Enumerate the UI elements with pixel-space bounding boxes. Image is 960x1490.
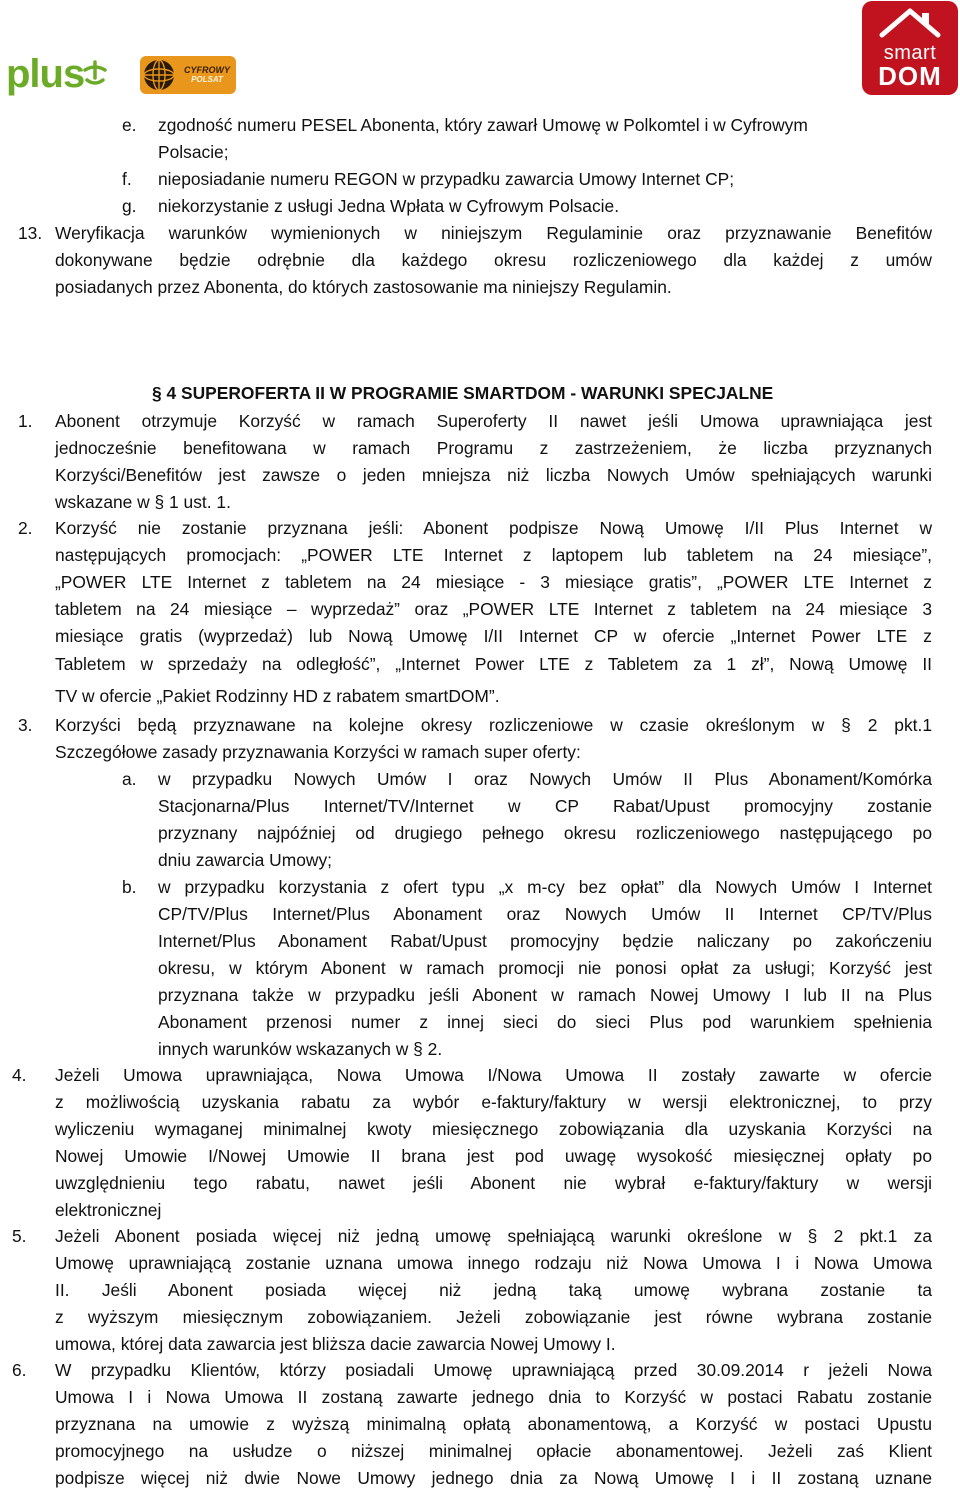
sub-list-item-line: przyznany najpóźniej od drugiego pełnego okresu rozliczeniowego następującego po	[158, 823, 932, 843]
list-item-line: miesiące gratis (wyprzedaż) lub Nową Umowę I/II Internet CP w ofercie „Internet Power LTE z	[55, 626, 932, 646]
list-item-line: nieposiadanie numeru REGON w przypadku zawarcia Umowy Internet CP;	[158, 169, 735, 189]
paragraph-number: 13.	[18, 223, 43, 243]
list-item-line: wyliczeniu wymaganej minimalnej kwoty miesięcznego zobowiązania dla uzyskania Korzyści na	[55, 1119, 932, 1139]
list-item-line: elektronicznej	[55, 1200, 162, 1220]
polsat-label: POLSAT	[191, 75, 223, 84]
smartdom-smart-label: smart	[883, 42, 937, 64]
list-item-line: Szczegółowe zasady przyznawania Korzyści w ramach super oferty:	[55, 742, 581, 762]
plus-logo: plus	[6, 52, 85, 96]
list-item-number: 2.	[18, 518, 33, 538]
paragraph-line: Weryfikacja warunków wymienionych w niniejszym Regulaminie oraz przyznawanie Benefitów	[55, 223, 932, 243]
list-item-line: W przypadku Klientów, którzy posiadali Umowę uprawniającą przed 30.09.2014 r jeżeli Nowa	[55, 1360, 932, 1380]
sub-list-item-letter: b.	[122, 877, 137, 897]
list-item-line: II. Jeśli Abonent posiada więcej niż jedną taką umowę wybrana zostanie ta	[55, 1280, 932, 1300]
sub-list-item-line: dniu zawarcia Umowy;	[158, 850, 332, 870]
cyfrowy-label: CYFROWY	[184, 65, 230, 75]
list-item-number: 5.	[12, 1226, 27, 1246]
list-item-line: Polsacie;	[158, 142, 229, 162]
sub-list-item-line: Stacjonarna/Plus Internet/TV/Internet w CP Rabat/Upust promocyjny zostanie	[158, 796, 932, 816]
list-item-number: e.	[122, 115, 137, 135]
cyfrowy-polsat-logo	[140, 56, 236, 94]
list-item-number: g.	[122, 196, 137, 216]
list-item-line: Tabletem w sprzedaży na odległość”, „Internet Power LTE z Tabletem za 1 zł”, Nową Umowę II	[55, 654, 932, 674]
list-item-line: umowa, której data zawarcia jest bliższa dacie zawarcia Nowej Umowy I.	[55, 1334, 616, 1354]
list-item-number: f.	[122, 169, 132, 189]
list-item-number: 4.	[12, 1065, 27, 1085]
list-item-line: Korzyści będą przyznawane na kolejne okresy rozliczeniowe w czasie określonym w § 2 pkt.1	[55, 715, 932, 735]
list-item-line: niekorzystanie z usługi Jedna Wpłata w Cyfrowym Polsacie.	[158, 196, 620, 216]
smartdom-house-icon	[876, 5, 944, 41]
sub-list-item-line: innych warunków wskazanych w § 2.	[158, 1039, 443, 1059]
paragraph-line: posiadanych przez Abonenta, do których zastosowanie ma niniejszy Regulamin.	[55, 277, 672, 297]
list-item-line: promocyjnego na usłudze o niższej minimalnej opłacie abonamentowej. Jeżeli zaś Klient	[55, 1441, 932, 1461]
list-item-number: 6.	[12, 1360, 27, 1380]
list-item-line: jednocześnie benefitowana w ramach Programu z zastrzeżeniem, że liczba przyznanych	[55, 438, 932, 458]
list-item-line: TV w ofercie „Pakiet Rodzinny HD z rabatem smartDOM”.	[55, 686, 500, 706]
sub-list-item-line: Abonament przenosi numer z innej sieci do sieci Plus pod warunkiem spełnienia	[158, 1012, 932, 1032]
sub-list-item-line: Internet/Plus Abonament Rabat/Upust promocyjny będzie naliczany po zakończeniu	[158, 931, 932, 951]
list-item-line: Jeżeli Umowa uprawniająca, Nowa Umowa I/Nowa Umowa II zostały zawarte w ofercie	[55, 1065, 932, 1085]
list-item-line: z wyższym miesięcznym zobowiązaniem. Jeżeli zobowiązanie jest równe wybrana zostanie	[55, 1307, 932, 1327]
list-item-number: 3.	[18, 715, 33, 735]
sub-list-item-line: okresu, w którym Abonent w ramach promocji nie ponosi opłat za usługi; Korzyść jest	[158, 958, 932, 978]
list-item-line: Umowę uprawniającą zostanie uznana umowa innego rodzaju niż Nowa Umowa I i Nowa Umowa	[55, 1253, 932, 1273]
cyfrowy-polsat-globe-icon	[142, 58, 176, 92]
list-item-line: „POWER LTE Internet z tabletem na 24 miesiące - 3 miesiące gratis”, „POWER LTE Internet z	[55, 572, 932, 592]
list-item-line: Umowa I i Nowa Umowa II zostaną zawarte jednego dnia to Korzyść w postaci Rabatu zostanie	[55, 1387, 932, 1407]
smartdom-logo	[862, 1, 958, 95]
list-item-line: uwzględnieniu tego rabatu, nawet jeśli Abonent nie wybrał e-faktury/faktury w wersji	[55, 1173, 932, 1193]
sub-list-item-line: CP/TV/Plus Internet/Plus Abonament oraz Nowych Umów II Internet CP/TV/Plus	[158, 904, 932, 924]
smartdom-dom-label: DOM	[878, 61, 942, 91]
list-item-line: Korzyść nie zostanie przyznana jeśli: Abonent podpisze Nową Umowę I/II Plus Internet w	[55, 518, 932, 538]
list-item-line: z możliwością uzyskania rabatu za wybór e-faktury/faktury w wersji elektronicznej, to przy	[55, 1092, 932, 1112]
plus-logo-mark-icon	[82, 60, 108, 88]
list-item-line: Abonent otrzymuje Korzyść w ramach Superoferty II nawet jeśli Umowa uprawniająca jest	[55, 411, 932, 431]
list-item-line: Nowej Umowie I/Nowej Umowie II brana jest pod uwagę wysokość miesięcznej opłaty po	[55, 1146, 932, 1166]
list-item-line: Korzyści/Benefitów jest zawsze o jeden mniejsza niż liczba Nowych Umów spełniających warunki	[55, 465, 932, 485]
sub-list-item-letter: a.	[122, 769, 137, 789]
sub-list-item-line: przyznana także w przypadku jeśli Abonent w ramach Nowej Umowy I lub II na Plus	[158, 985, 932, 1005]
list-item-line: zgodność numeru PESEL Abonenta, który zawarł Umowę w Polkomtel i w Cyfrowym	[158, 115, 808, 135]
sub-list-item-line: w przypadku korzystania z ofert typu „x m-cy bez opłat” dla Nowych Umów I Internet	[158, 877, 932, 897]
list-item-line: przyznana na umowie z wyższą minimalną opłatą abonamentową, a Korzyść w postaci Upustu	[55, 1414, 932, 1434]
list-item-number: 1.	[18, 411, 33, 431]
list-item-line: wskazane w § 1 ust. 1.	[55, 492, 231, 512]
list-item-line: tabletem na 24 miesiące – wyprzedaż” oraz „POWER LTE Internet z tabletem na 24 miesiące 3	[55, 599, 932, 619]
paragraph-line: dokonywane będzie odrębnie dla każdego okresu rozliczeniowego dla każdej z umów	[55, 250, 932, 270]
sub-list-item-line: w przypadku Nowych Umów I oraz Nowych Umów II Plus Abonament/Komórka	[158, 769, 932, 789]
list-item-line: podpisze więcej niż dwie Nowe Umowy jednego dnia za Nową Umowę I i II zostaną uznane	[55, 1468, 932, 1488]
list-item-line: następujących promocjach: „POWER LTE Internet z laptopem lub tabletem na 24 miesiące”,	[55, 545, 932, 565]
page-header	[0, 0, 960, 100]
section-heading: § 4 SUPEROFERTA II W PROGRAMIE SMARTDOM - WARUNKI SPECJALNE	[152, 383, 774, 403]
list-item-line: Jeżeli Abonent posiada więcej niż jedną umowę spełniającą warunki określone w § 2 pkt.1 za	[55, 1226, 932, 1246]
